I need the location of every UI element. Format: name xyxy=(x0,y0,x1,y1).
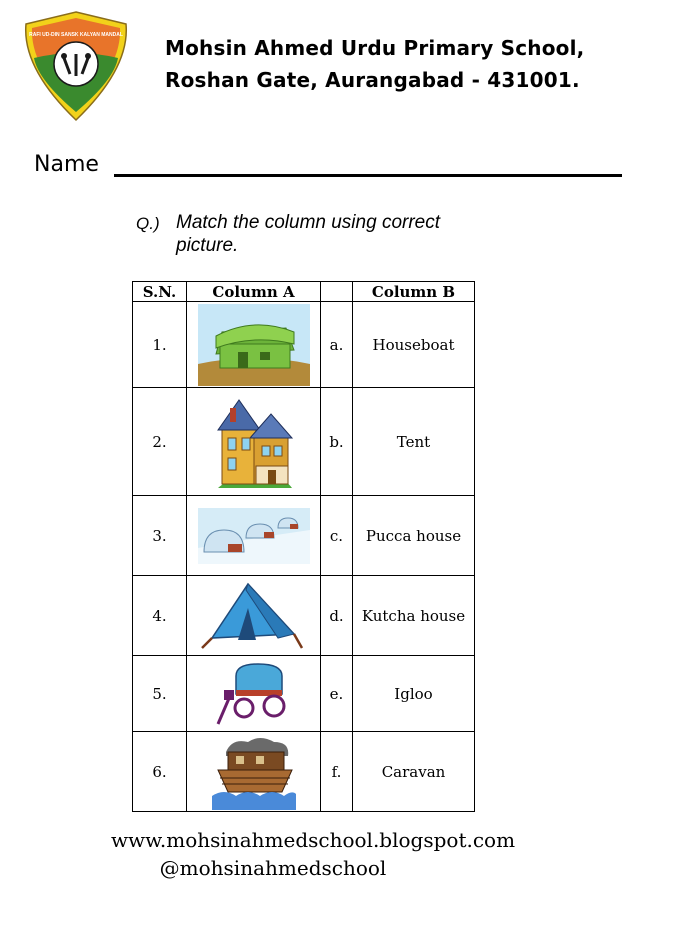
igloo-icon xyxy=(198,508,310,564)
row-picture xyxy=(187,388,321,496)
footer-website: www.mohsinahmedschool.blogspot.com xyxy=(110,828,516,852)
row-picture xyxy=(187,302,321,388)
row-sn: 1. xyxy=(133,302,187,388)
row-sn: 6. xyxy=(133,732,187,812)
header-sn: S.N. xyxy=(133,282,187,302)
logo-text: RAFI UD-DIN SANSK KALYAN MANDAL xyxy=(29,32,123,38)
table-row xyxy=(133,496,475,576)
caravan-icon xyxy=(214,660,294,728)
name-field-line[interactable] xyxy=(114,174,622,177)
row-sn: 4. xyxy=(133,576,187,656)
row-sn: 3. xyxy=(133,496,187,576)
header-column-b: Column B xyxy=(353,282,475,302)
row-answer: Pucca house xyxy=(353,496,475,576)
row-answer: Caravan xyxy=(353,732,475,812)
question-text: Match the column using correct picture. xyxy=(176,212,441,256)
row-letter: d. xyxy=(321,576,353,656)
header-column-a: Column A xyxy=(187,282,321,302)
row-sn: 2. xyxy=(133,388,187,496)
school-logo xyxy=(18,8,134,124)
row-answer: Houseboat xyxy=(353,302,475,388)
row-answer: Igloo xyxy=(353,656,475,732)
table-row xyxy=(133,576,475,656)
table-row xyxy=(133,302,475,388)
school-address: Roshan Gate, Aurangabad - 431001. xyxy=(165,68,580,92)
name-label: Name xyxy=(34,152,99,177)
row-picture xyxy=(187,732,321,812)
table-row xyxy=(133,388,475,496)
school-name: Mohsin Ahmed Urdu Primary School, xyxy=(165,36,585,60)
matching-table xyxy=(132,281,475,812)
question-number: Q.) xyxy=(136,214,160,233)
pucca-house-icon xyxy=(212,392,296,492)
tent-icon xyxy=(198,578,310,654)
row-sn: 5. xyxy=(133,656,187,732)
row-letter: c. xyxy=(321,496,353,576)
table-header-row xyxy=(133,282,475,302)
row-picture xyxy=(187,496,321,576)
table-row xyxy=(133,656,475,732)
row-answer: Tent xyxy=(353,388,475,496)
kutcha-house-icon xyxy=(198,304,310,386)
row-letter: f. xyxy=(321,732,353,812)
row-letter: b. xyxy=(321,388,353,496)
row-picture xyxy=(187,656,321,732)
houseboat-icon xyxy=(212,734,296,810)
row-letter: a. xyxy=(321,302,353,388)
header-letter xyxy=(321,282,353,302)
row-letter: e. xyxy=(321,656,353,732)
footer-handle: @mohsinahmedschool xyxy=(159,856,387,880)
row-answer: Kutcha house xyxy=(353,576,475,656)
row-picture xyxy=(187,576,321,656)
table-row xyxy=(133,732,475,812)
